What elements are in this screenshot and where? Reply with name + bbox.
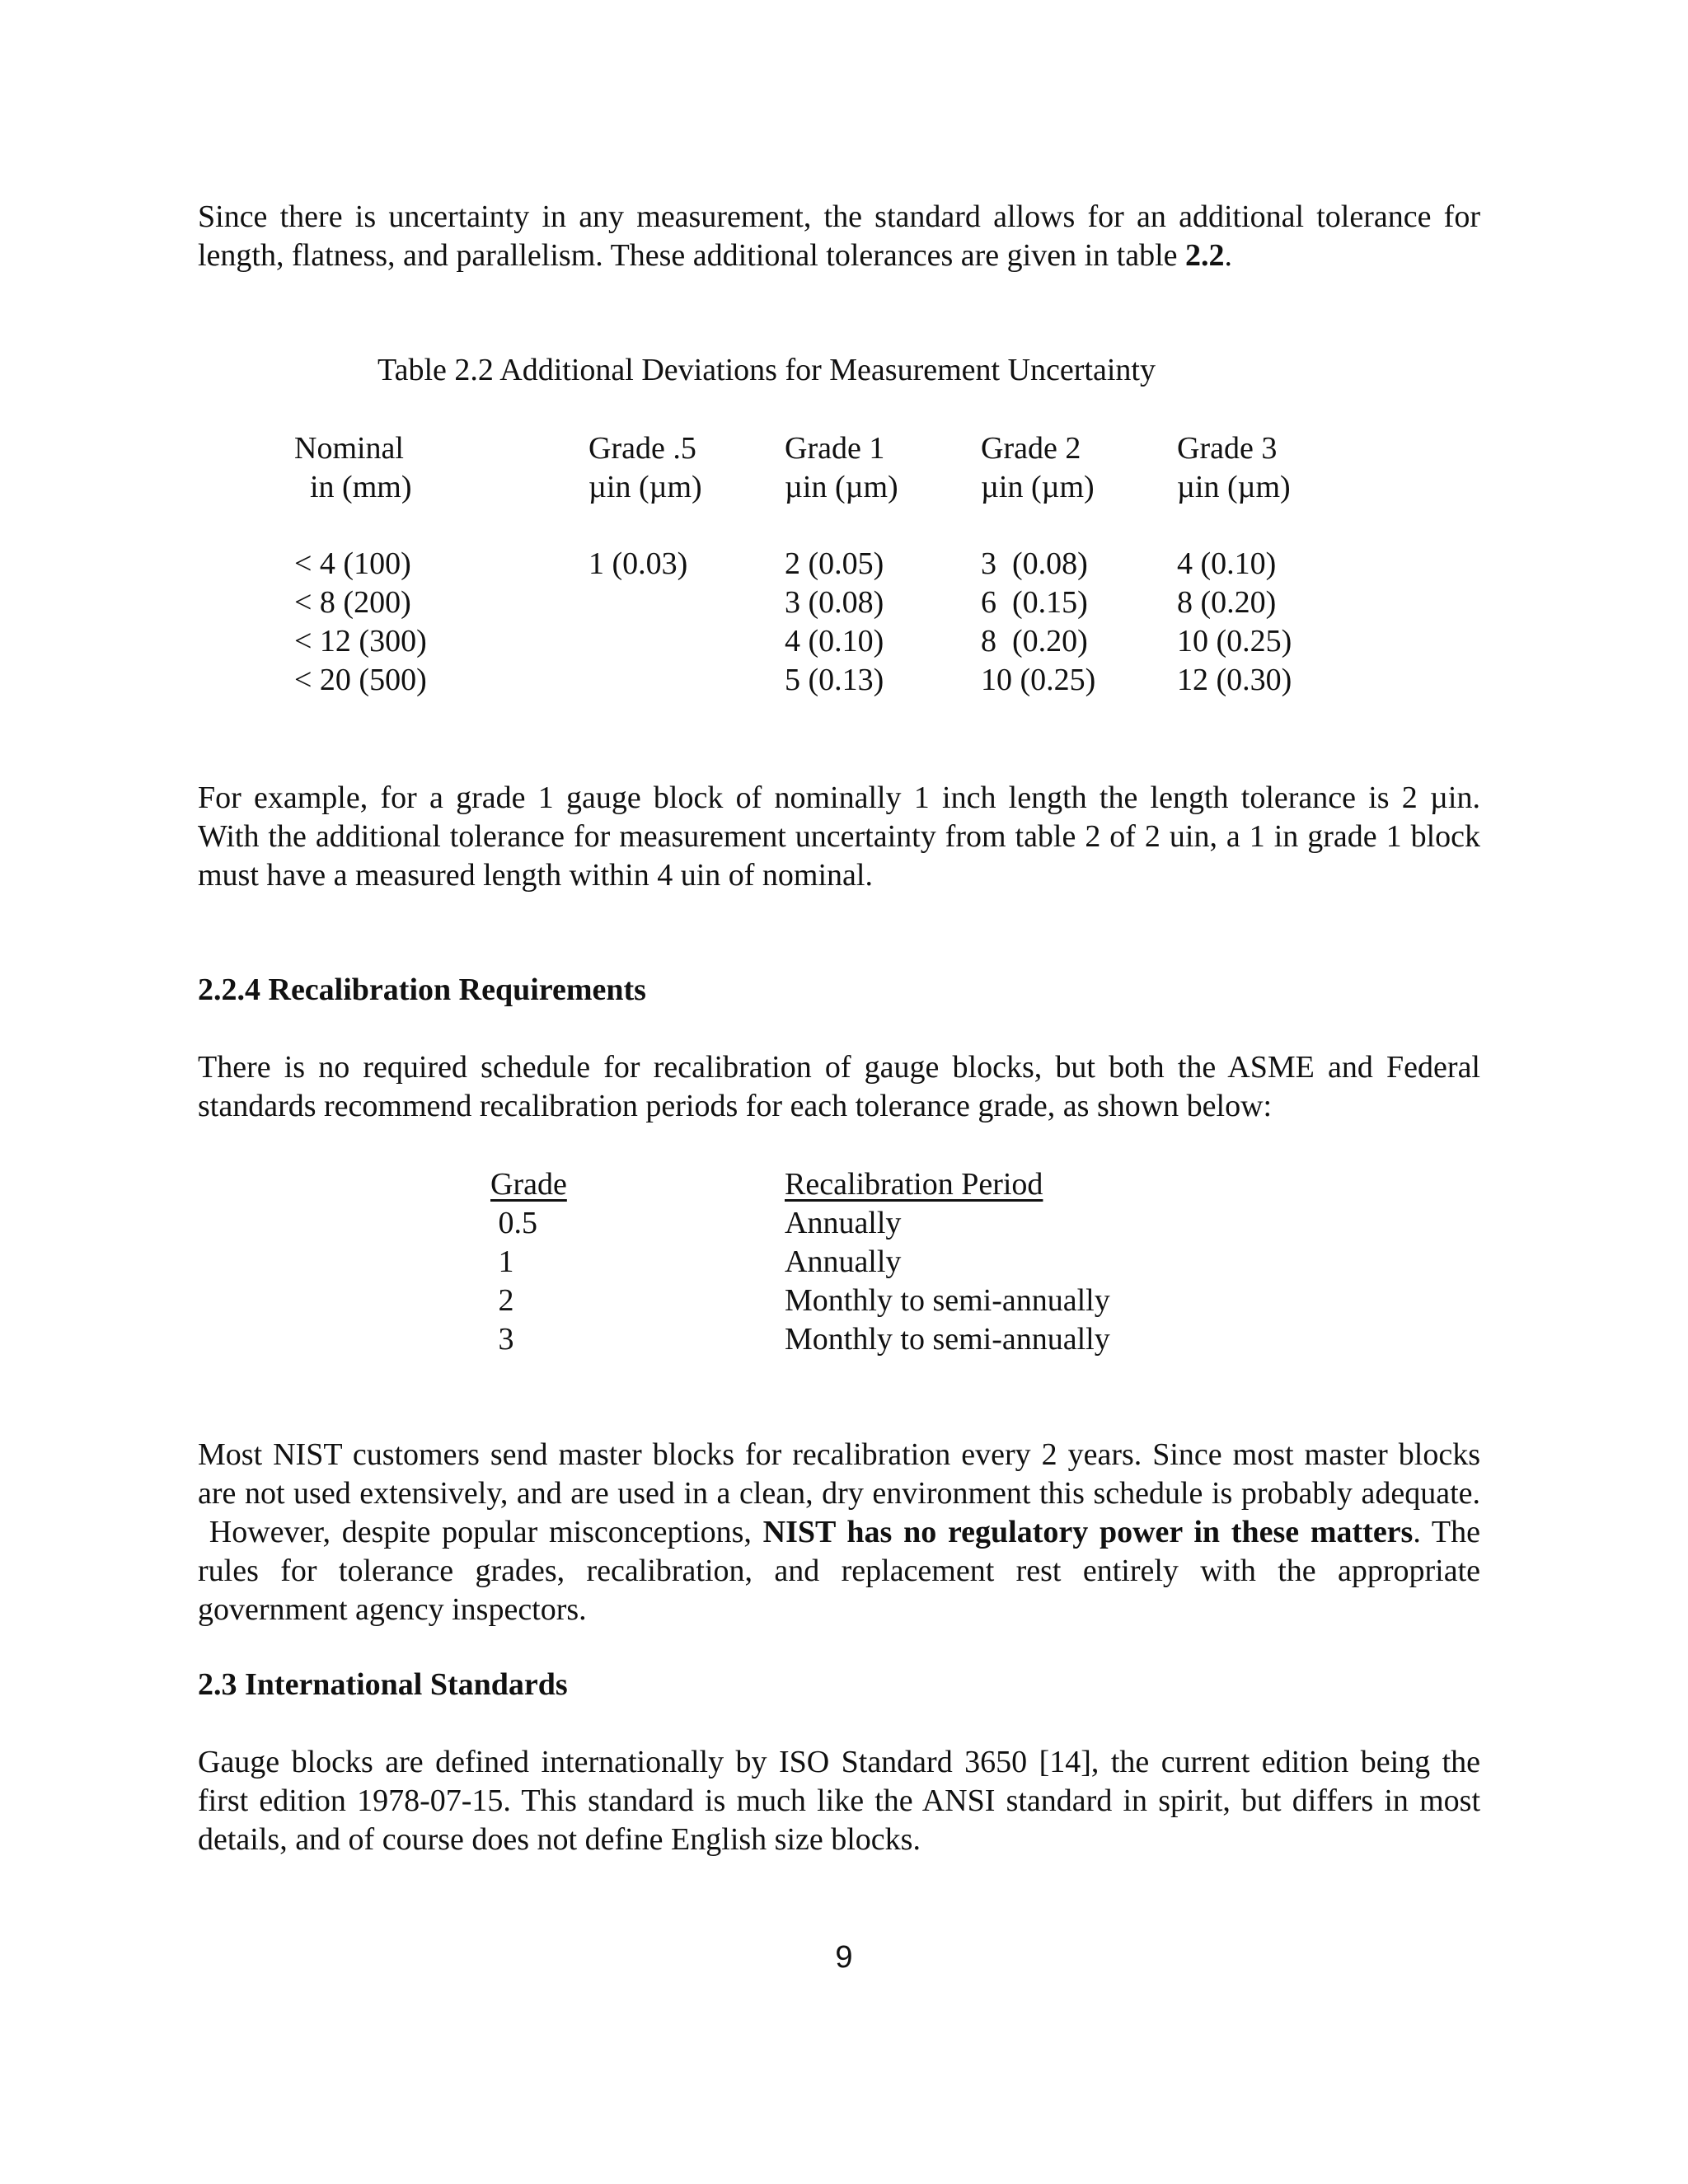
col-header-nominal: Nominal — [294, 431, 404, 466]
section-heading-2-3: 2.3 International Standards — [198, 1667, 568, 1702]
recal-cell-grade: 3 — [490, 1322, 514, 1357]
cell-grade-3: 10 (0.25) — [1177, 624, 1292, 658]
table-reference: 2.2 — [1185, 238, 1225, 273]
cell-grade-3: 8 (0.20) — [1177, 585, 1277, 620]
recal-header-period: Recalibration Period — [785, 1167, 1043, 1202]
cell-grade-2: 10 (0.25) — [981, 663, 1096, 697]
page-number: 9 — [835, 1940, 853, 1975]
intl-line-2: first edition 1978-07-15. This standard is much like the ANSI standard in spirit, but differs in most — [198, 1783, 1480, 1818]
recal-cell-period: Monthly to semi-annually — [785, 1322, 1110, 1357]
recal-cell-grade: 1 — [490, 1244, 514, 1279]
col-header-grade-05: Grade .5 — [588, 431, 696, 466]
intro-paragraph — [198, 198, 1480, 275]
col-unit-grade-2: µin (µm) — [981, 470, 1095, 504]
table-2-2-caption: Table 2.2 Additional Deviations for Measurement Uncertainty — [377, 353, 1156, 387]
intro-line-2-text: length, flatness, and parallelism. These additional tolerances are given in table — [198, 238, 1186, 273]
recal-cell-grade: 2 — [490, 1283, 514, 1318]
section-heading-2-2-4: 2.2.4 Recalibration Requirements — [198, 972, 646, 1007]
recal-cell-grade: 0.5 — [490, 1206, 537, 1240]
cell-grade-3: 12 (0.30) — [1177, 663, 1292, 697]
intl-line-3: details, and of course does not define English size blocks. — [198, 1822, 921, 1857]
nist-paragraph — [198, 1436, 1480, 1629]
nist-line-1: Most NIST customers send master blocks for recalibration every 2 years. Since most master blocks — [198, 1437, 1480, 1472]
col-unit-nominal: in (mm) — [294, 470, 412, 504]
nist-line-2: are not used extensively, and are used in a clean, dry environment this schedule is probably adequate. — [198, 1476, 1480, 1511]
col-unit-grade-05: µin (µm) — [588, 470, 702, 504]
recal-cell-period: Annually — [785, 1206, 902, 1240]
cell-grade-2: 3 (0.08) — [981, 546, 1088, 581]
cell-grade-1: 5 (0.13) — [785, 663, 884, 697]
example-line-3: must have a measured length within 4 uin of nominal. — [198, 858, 873, 893]
international-paragraph — [198, 1743, 1480, 1859]
example-paragraph — [198, 779, 1480, 895]
col-header-grade-1: Grade 1 — [785, 431, 885, 466]
intro-line-2 — [198, 237, 1480, 275]
intro-line-2-end: . — [1224, 238, 1233, 273]
intro-line-1: Since there is uncertainty in any measurement, the standard allows for an additional tolerance for — [198, 199, 1480, 234]
example-line-1: For example, for a grade 1 gauge block of nominally 1 inch length the length tolerance is 2 µin. — [198, 780, 1480, 815]
nist-line-5: government agency inspectors. — [198, 1592, 587, 1627]
cell-grade-1: 3 (0.08) — [785, 585, 884, 620]
nist-emphasis: NIST has no regulatory power in these matters — [762, 1515, 1414, 1549]
cell-grade-1: 4 (0.10) — [785, 624, 884, 658]
recal-cell-period: Annually — [785, 1244, 902, 1279]
nist-line-4: rules for tolerance grades, recalibration, and replacement rest entirely with the appropriate — [198, 1554, 1480, 1588]
nist-line-3-post: . The — [1413, 1515, 1480, 1549]
cell-grade-1: 2 (0.05) — [785, 546, 884, 581]
cell-grade-2: 8 (0.20) — [981, 624, 1088, 658]
cell-grade-3: 4 (0.10) — [1177, 546, 1277, 581]
cell-grade-2: 6 (0.15) — [981, 585, 1088, 620]
recal-cell-period: Monthly to semi-annually — [785, 1283, 1110, 1318]
recal-intro-line-2: standards recommend recalibration periods for each tolerance grade, as shown below: — [198, 1089, 1273, 1123]
nist-line-3 — [198, 1513, 1480, 1552]
cell-nominal: < 20 (500) — [294, 663, 427, 697]
cell-nominal: < 4 (100) — [294, 546, 411, 581]
cell-nominal: < 8 (200) — [294, 585, 411, 620]
example-line-2: With the additional tolerance for measurement uncertainty from table 2 of 2 uin, a 1 in grade 1 block — [198, 819, 1480, 854]
col-unit-grade-3: µin (µm) — [1177, 470, 1291, 504]
nist-line-3-pre: However, despite popular misconceptions, — [198, 1515, 763, 1549]
cell-nominal: < 12 (300) — [294, 624, 427, 658]
col-header-grade-3: Grade 3 — [1177, 431, 1278, 466]
recal-header-grade: Grade — [490, 1167, 567, 1202]
recal-intro-paragraph — [198, 1048, 1480, 1126]
col-unit-grade-1: µin (µm) — [785, 470, 898, 504]
cell-grade-05: 1 (0.03) — [588, 546, 688, 581]
col-header-grade-2: Grade 2 — [981, 431, 1081, 466]
intl-line-1: Gauge blocks are defined internationally by ISO Standard 3650 [14], the current edition being the — [198, 1745, 1480, 1779]
recal-intro-line-1: There is no required schedule for recalibration of gauge blocks, but both the ASME and Federal — [198, 1050, 1480, 1085]
